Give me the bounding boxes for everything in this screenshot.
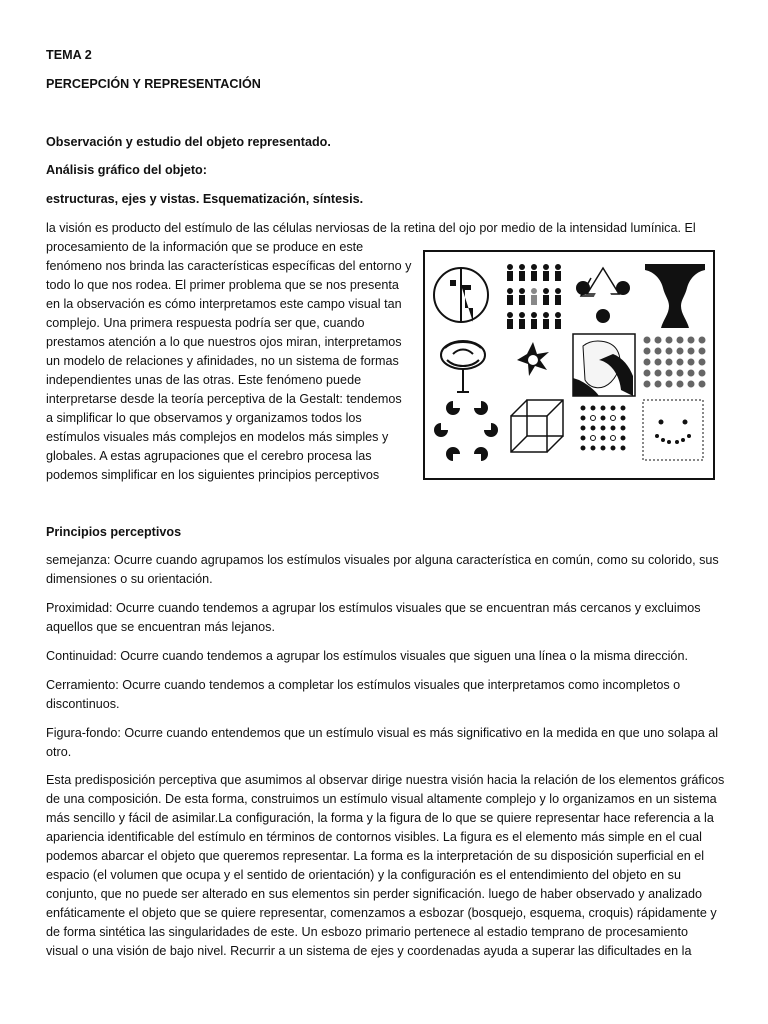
intro-line: estímulos visuales más complejos en modelos más simples y [46, 430, 389, 444]
final-paragraph-line: apariencia identificable del estímulo en términos de contornos visibles. La figura es el elemento más simple en el cual [46, 830, 702, 844]
intro-line: procesamiento de la información que se produce en este [46, 240, 364, 254]
final-paragraph-line: Esta predisposición perceptiva que asumimos al observar dirige nuestra visión hacia la relación de los elementos gráficos [46, 773, 725, 787]
final-paragraph-line: de una composición. De esta forma, construimos un estímulo visual altamente complejo y lo organizamos en un sistema [46, 792, 717, 806]
gestalt-figures-image [423, 250, 715, 480]
intro-line: globales. A estas agrupaciones que el cerebro procesa las [46, 449, 372, 463]
principles-heading: Principios perceptivos [46, 525, 182, 539]
intro-line: podemos simplificar en los siguientes principios perceptivos [46, 468, 380, 482]
intro-line: independientes unas de las otras. Este fenómeno puede [46, 373, 362, 387]
intro-line: un modelo de relaciones y afinidades, no un sistema de formas [46, 354, 399, 368]
heading-observacion: Observación y estudio del objeto representado. [46, 135, 331, 149]
heading-estructuras: estructuras, ejes y vistas. Esquematización, síntesis. [46, 192, 364, 206]
intro-line: todo lo que nos rodea. El primer problema que se nos presenta [46, 278, 399, 292]
final-paragraph-line: visual o una visión de bajo nivel. Recurrir a un sistema de ejes y coordenadas ayuda a superar las dificultades en la [46, 944, 692, 958]
final-paragraph-line: podemos abarcar el objeto que queremos representar. La forma es la interpretación de su disposición superficial en el [46, 849, 705, 863]
ambiguous-portrait-figure [573, 334, 635, 396]
continuidad-line: Continuidad: Ocurre cuando tendemos a agrupar los estímulos visuales que siguen una línea o la misma dirección. [46, 649, 688, 663]
intro-line: la visión es producto del estímulo de las células nerviosas de la retina del ojo por medio de la intensidad lumínica. El [46, 221, 696, 235]
final-paragraph-line: más sencillo y fácil de asimilar.La configuración, la forma y la figura de lo que se quiere representar hace referencia a la [46, 811, 714, 825]
figura-fondo-line: Figura-fondo: Ocurre cuando entendemos que un estímulo visual es más significativo en la medida en que uno solapa al [46, 726, 719, 740]
face-circle-figure [434, 268, 488, 322]
intro-line: fenómeno nos brinda las características específicas del entorno y [46, 259, 412, 273]
final-paragraph-line: enfáticamente el objeto que se quiere representar, comenzamos a esbozar (bosquejo, esquema, croquis) rápidamente y [46, 906, 717, 920]
final-paragraph-line: de forma sintética las singularidades de este. Un esbozo primario pertenece al estadio temprano de procesamiento [46, 925, 688, 939]
intro-line: interpretarse desde la teoría perceptiva de la Gestalt: tendemos [46, 392, 402, 406]
heading-analisis: Análisis gráfico del objeto: [46, 163, 207, 177]
intro-line: prestamos atención a lo que nuestros ojos miran, interpretamos [46, 335, 402, 349]
final-paragraph-line: conjunto, que no puede ser alterado en sus elementos sin perder significación. luego de haber observado y analizado [46, 887, 703, 901]
document-title: PERCEPCIÓN Y REPRESENTACIÓN [46, 77, 261, 91]
proximidad-line: aquellos que se encuentran más lejanos. [46, 620, 275, 634]
proximidad-line: Proximidad: Ocurre cuando tendemos a agrupar los estímulos visuales que se encuentran más cercanos y excluimos [46, 601, 701, 615]
semejanza-line: dimensiones o su orientación. [46, 572, 213, 586]
cerramiento-line: discontinuos. [46, 697, 120, 711]
figura-fondo-line: otro. [46, 745, 72, 759]
intro-line: complejo. Una primera respuesta podría ser que, cuando [46, 316, 365, 330]
intro-line: a simplificar lo que observamos y organizamos todos los [46, 411, 362, 425]
cerramiento-line: Cerramiento: Ocurre cuando tendemos a completar los estímulos visuales que interpretamos como incompletos o [46, 678, 681, 692]
final-paragraph-line: espacio (el volumen que ocupa y el sentido de orientación) y la configuración es el entendimiento del objeto en su [46, 868, 681, 882]
semejanza-line: semejanza: Ocurre cuando agrupamos los estímulos visuales por alguna característica en común, como su colorido, sus [46, 553, 719, 567]
topic-number: TEMA 2 [46, 48, 92, 62]
intro-line: en la observación es cómo interpretamos este campo visual tan [46, 297, 402, 311]
